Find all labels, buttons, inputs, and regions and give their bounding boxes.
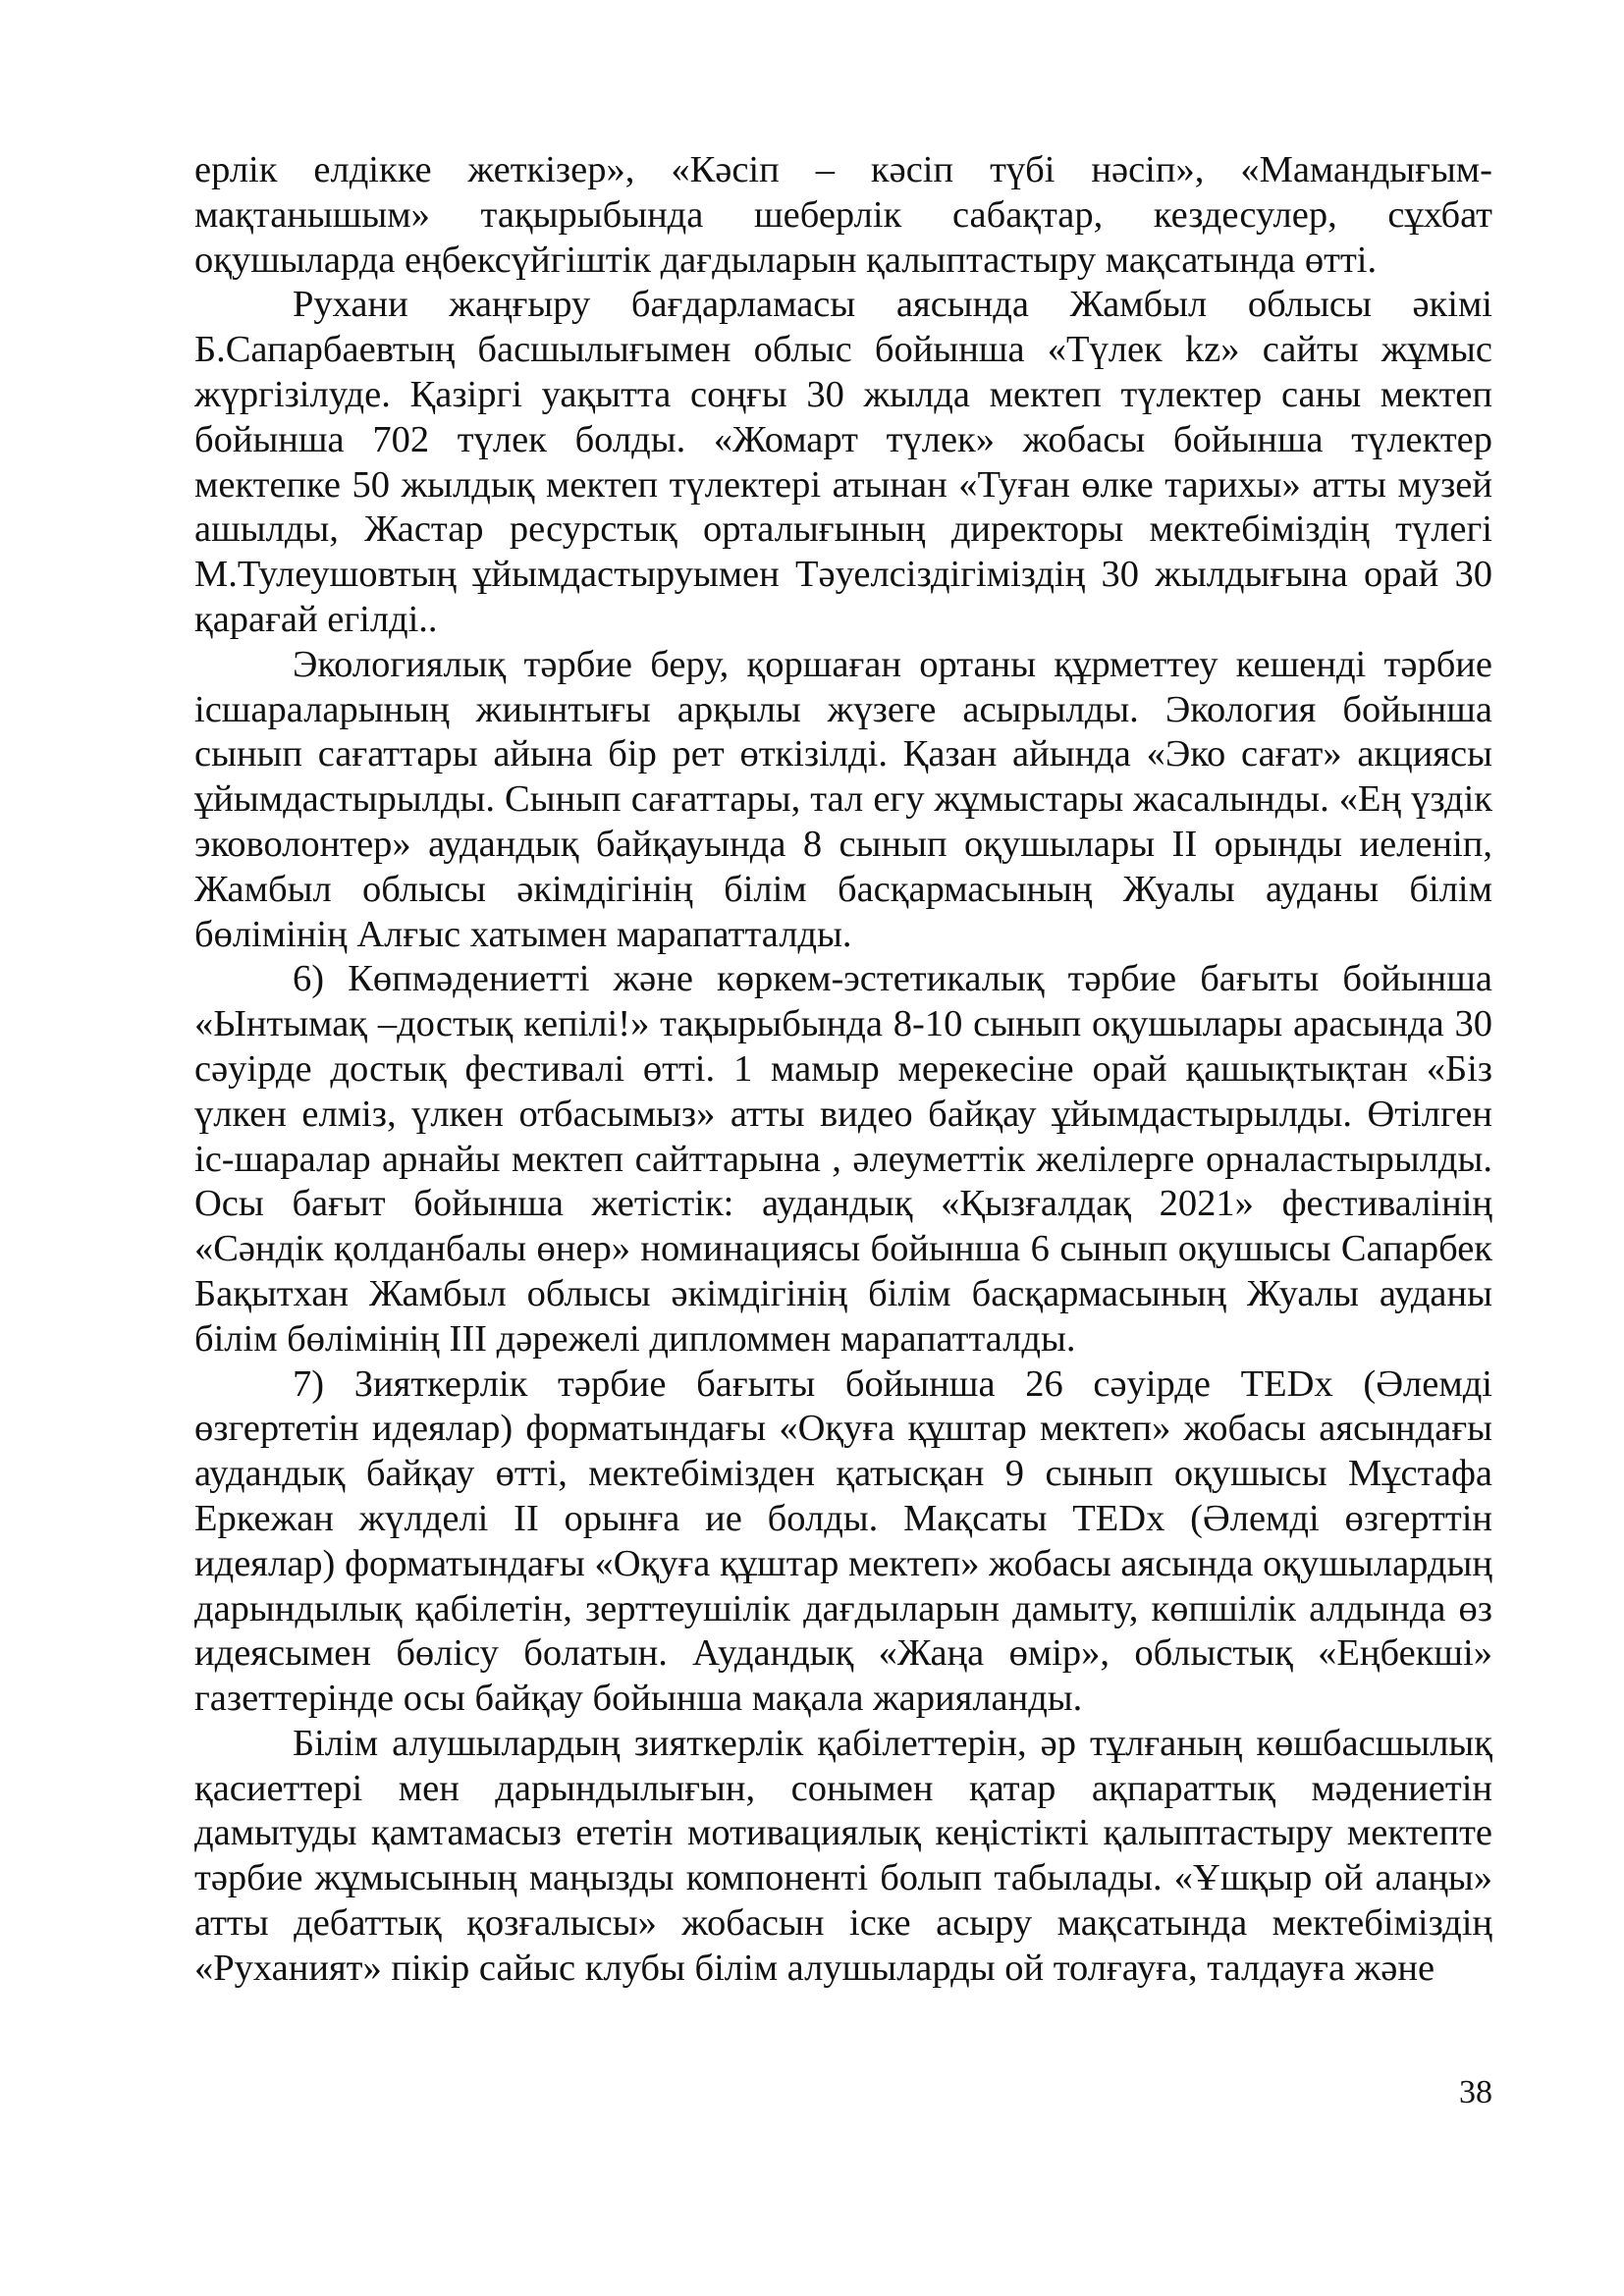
page-number: 38 <box>1459 2074 1492 2110</box>
paragraph-alumni: Рухани жаңғыру бағдарламасы аясында Жамбыл облысы әкімі Б.Сапарбаевтың басшылығымен облыс бойынша «Түлек kz» сайты жұмыс жүргізілуде. Қазіргі уақытта соңғы 30 жылда мектеп түлектер саны мектеп бойынша 702 түлек болды. «Жомарт түлек» жобасы бойынша түлектер мектепке 50 жылдық мектеп түлектері атынан «Туған өлке тарихы» атты музей ашылды, Жастар ресурстық орталығының директоры мектебіміздің түлегі М.Тулеушовтың ұйымдастыруымен Тәуелсіздігіміздің 30 жылдығына орай 30 қарағай егілді.. <box>194 284 1492 640</box>
paragraph-ecology: Экологиялық тәрбие беру, қоршаған ортаны құрметтеу кешенді тәрбие ісшараларының жиынтығы арқылы жүзеге асырылды. Экология бойынша сынып сағаттары айына бір рет өткізілді. Қазан айында «Эко сағат» акциясы ұйымдастырылды. Сынып сағаттары, тал егу жұмыстары жасалынды. «Ең үздік эковолонтер» аудандық байқауында 8 сынып оқушылары ІІ орынды иеленіп, Жамбыл облысы әкімдігінің білім басқармасының Жуалы ауданы білім бөлімінің Алғыс хатымен марапатталды. <box>194 643 1492 955</box>
page-text-body <box>194 148 1492 1992</box>
paragraph-continuation: ерлік елдікке жеткізер», «Кәсіп – кәсіп түбі нәсіп», «Мамандығым-мақтанышым» тақырыбында шеберлік сабақтар, кездесулер, сұхбат оқушыларда еңбексүйгіштік дағдыларын қалыптастыру мақсатында өтті. <box>194 149 1492 281</box>
paragraph-multicultural: 6) Көпмәдениетті және көркем-эстетикалық тәрбие бағыты бойынша «Ынтымақ –достық кепілі!» тақырыбында 8-10 сынып оқушылары арасында 30 сәуірде достық фестивалі өтті. 1 мамыр мерекесіне орай қашықтықтан «Біз үлкен елміз, үлкен отбасымыз» атты видео байқау ұйымдастырылды. Өтілген іс-шаралар арнайы мектеп сайттарына , әлеуметтік желілерге орналастырылды. Осы бағыт бойынша жетістік: аудандық «Қызғалдақ 2021» фестивалінің «Сәндік қолданбалы өнер» номинациясы бойынша 6 сынып оқушысы Сапарбек Бақытхан Жамбыл облысы әкімдігінің білім басқармасының Жуалы ауданы білім бөлімінің ІІІ дәрежелі дипломмен марапатталды. <box>194 958 1492 1360</box>
paragraph-debate: Білім алушылардың зияткерлік қабілеттерін, әр тұлғаның көшбасшылық қасиеттері мен дарындылығын, сонымен қатар ақпараттық мәдениетін дамытуды қамтамасыз ететін мотивациялық кеңістікті қалыптастыру мектепте тәрбие жұмысының маңызды компоненті болып табылады. «Ұшқыр ой алаңы» атты дебаттық қозғалысы» жобасын іске асыру мақсатында мектебіміздің «Руханият» пікір сайыс клубы білім алушыларды ой толғауға, талдауға және <box>194 1722 1492 1989</box>
paragraph-intellectual: 7) Зияткерлік тәрбие бағыты бойынша 26 сәуірде TEDx (Әлемді өзгертетін идеялар) форматындағы «Оқуға құштар мектеп» жобасы аясындағы аудандық байқау өтті, мектебімізден қатысқан 9 сынып оқушысы Мұстафа Еркежан жүлделі ІІ орынға ие болды. Мақсаты TEDx (Әлемді өзгерттін идеялар) форматындағы «Оқуға құштар мектеп» жобасы аясында оқушылардың дарындылық қабілетін, зерттеушілік дағдыларын дамыту, көпшілік алдында өз идеясымен бөлісу болатын. Аудандық «Жаңа өмір», облыстық «Еңбекші» газеттерінде осы байқау бойынша мақала жарияланды. <box>194 1362 1492 1720</box>
